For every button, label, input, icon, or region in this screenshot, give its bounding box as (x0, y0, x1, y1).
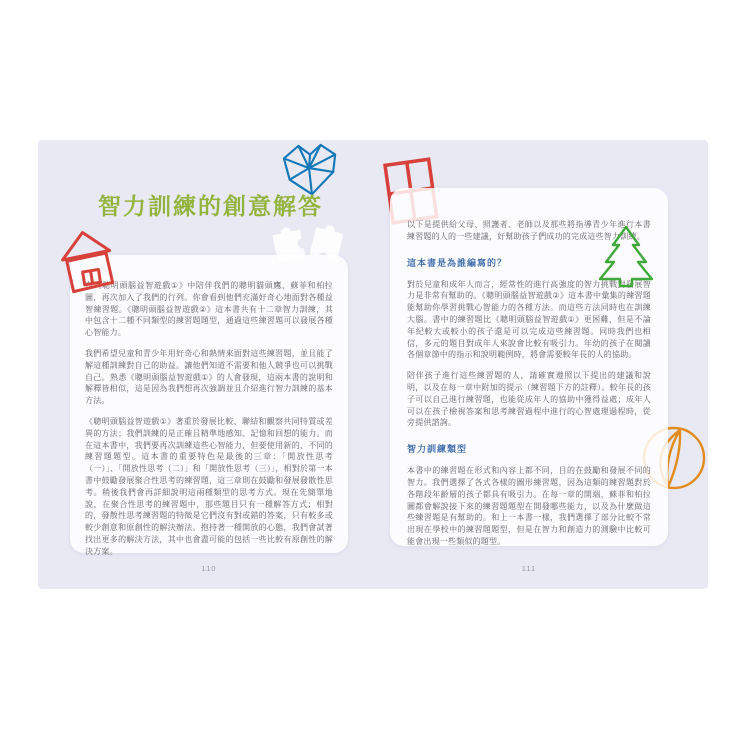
pine-tree-icon (594, 224, 658, 290)
body-paragraph: 本書中的練習題在形式和內容上都不同，目的在鼓勵和發展不同的智力。我們選擇了各式各樣的圖形練習題，因為這類的練習題對於各階段年齡層的孩子都具有吸引力。在每一章的開端，蘇菲和柏拉圖都會解說接下來的練習題題型在開發哪些能力，以及為什麼做這些練習題是有幫助的。和上一本書一樣，我們選擇了部分比較不常出現在學校中的練習題題型，但是在智力和創造力的測驗中比較可能會出現一些類似的題型。 (407, 466, 651, 546)
house-icon (60, 228, 116, 294)
body-paragraph: 陪伴孩子進行這些練習題的人，請確實遵照以下提出的建議和說明，以及在每一章中附加的提示（練習題下方的註釋）。較年長的孩子可以自己進行練習題，也能從成年人的協助中獲得益處；成年人可以在孩子檢視答案和思考練習過程中進行的心智處理過程時，從旁提供諮詢。 (407, 371, 651, 428)
body-paragraph: 在《聰明頭腦益智遊戲①》中陪伴我們的聰明貓頭鷹，蘇菲和柏拉圖，再次加入了我們的行列。你會看到他們充滿好奇心地面對各種益智練習題。《聰明頭腦益智遊戲②》這本書共有十二章智力訓練，其中包含十二種不同類型的練習題題型，通過這些練習題可以發展各種心智能力。 (85, 281, 333, 338)
body-paragraph: 我們希望兒童和青少年用好奇心和熱情來面對這些練習題，並且能了解這種訓練對自己的助益。讓他們知道不需要和他人競爭也可以挑戰自己。熟悉《聰明頭腦益智遊戲①》的人會發現，這兩本書的說明和解釋皆相似，這是因為我們想再次強調並且介紹進行智力訓練的基本方法。 (85, 348, 333, 406)
left-page-card (70, 255, 348, 556)
body-paragraph: 對於兒童和成年人而言，經常性的進行高強度的智力挑戰對發展智力是非常有幫助的。《聰明頭腦益智遊戲②》這本書中彙集的練習題能幫助你學習挑戰心智能力的各種方法。而這些方法同時也在訓練大腦。書中的練習題比《聰明頭腦益智遊戲①》更困難，但是不論年紀較大或較小的孩子還是可以完成這些練習題。同時我們也相信，多元的題目對成年人來說會比較有吸引力。年幼的孩子在閱讀各個章節中的指示和說明範例時，將會需要較年長的人的協助。 (407, 279, 651, 360)
section-heading: 智力訓練類型 (407, 444, 468, 455)
body-paragraph: 《聰明頭腦益智遊戲①》著重於發展比較、聯結和觀察共同特質或差異的方法；我們訓練的是正確且精準地感知、記憶和回想的能力。而在這本書中，我們要再次訓練這些心智能力，但要使用新的、不同的練習題題型。這本書的重要特色是最後的三章：「開放性思考（一）」、「開放性思考（二）」和「開放性思考（三）」，相對於第一本書中鼓勵發展聚合性思考的練習題，這三章則在鼓勵和發展發散性思考。稍後我們會再詳細說明這兩種類型的思考方式。現在先簡單地說，在聚合性思考的練習題中，那些題目只有一種解答方式；相對的，發散性思考練習題的特徵是它們沒有對或錯的答案，只有較多或較少創意和原創性的解決辦法。抱持著一種開放的心態，我們會試著找出更多的解決方法，其中也會盡可能的包括一些比較有原創性的解決方案。 (85, 416, 333, 556)
page-number: 111 (521, 564, 537, 573)
book-spread (38, 140, 708, 589)
body-paragraph: 以下是提供給父母、照護者、老師以及那些將指導青少年進行本書練習題的人的一些建議，好幫助孩子們成功的完成這些智力訓練。 (407, 220, 651, 241)
puzzle-pieces-icon (272, 220, 352, 272)
section-heading: 這本書是為誰編寫的？ (407, 257, 508, 268)
chapter-title: 智力訓練的創意解答 (98, 193, 323, 219)
page-number: 110 (201, 564, 217, 573)
